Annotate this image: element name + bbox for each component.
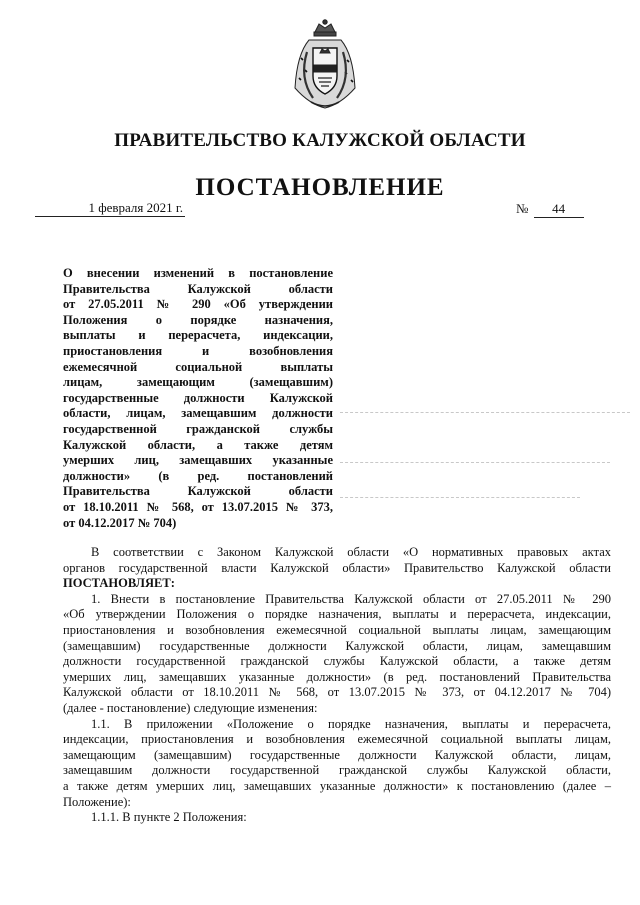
subject-line: ежемесячной социальной выплаты	[63, 359, 333, 374]
document-date	[35, 200, 185, 217]
body-line: Положение):	[63, 794, 131, 809]
subject-line: области, лицам, замещавшим должности	[63, 406, 333, 421]
subject-line: умерших лиц, замещавших указанные	[63, 453, 333, 468]
body-line: В соответствии с Законом Калужской области «О нормативных правовых актах	[91, 545, 611, 559]
body-line: замещающим (замещавшим) государственные должности Калужской области, лицам,	[63, 747, 611, 762]
government-title: ПРАВИТЕЛЬСТВО КАЛУЖСКОЙ ОБЛАСТИ	[114, 130, 526, 151]
body-line: должности государственной гражданской службы Калужской области, а также детям	[63, 654, 611, 669]
body-line: органов государственной власти Калужской области» Правительство Калужской области	[63, 560, 611, 575]
subject-line: от 27.05.2011 № 290 «Об утверждении	[63, 297, 333, 312]
scan-artifact-line	[340, 497, 580, 498]
subject-line: от 04.12.2017 № 704)	[63, 515, 177, 530]
body-line: Калужской области от 18.10.2011 № 568, от 13.07.2015 № 373, от 04.12.2017 № 704)	[63, 685, 611, 700]
body-line: а также детям умерших лиц, замещавших указанные должности» к постановлению (далее –	[63, 778, 611, 793]
subject-line: от 18.10.2011 № 568, от 13.07.2015 № 373,	[63, 499, 333, 514]
document-subject	[63, 266, 333, 531]
kaluga-coat-of-arms-emblem	[289, 18, 361, 114]
subject-line: государственной гражданской службы	[63, 421, 333, 436]
body-line: умерших лиц, замещавших указанные должности» (в ред. постановлений Правительства	[63, 669, 611, 684]
subject-line: О внесении изменений в постановление	[63, 266, 333, 280]
body-line: индексации, приостановления и возобновления ежемесячной социальной выплаты лицам,	[63, 732, 611, 747]
number-sign: №	[516, 201, 529, 216]
document-number	[516, 201, 584, 218]
subject-line: Калужской области, а также детям	[63, 437, 333, 452]
date-value: 1 февраля 2021 г.	[35, 200, 185, 217]
subject-line: Правительства Калужской области	[63, 484, 333, 499]
number-value: 44	[534, 201, 584, 218]
subject-line: выплаты и перерасчета, индексации,	[63, 328, 333, 343]
subject-line: должности» (в ред. постановлений	[63, 468, 333, 483]
body-line: замещавшим должности государственной гражданской службы Калужской области,	[63, 763, 611, 778]
scan-artifact-line	[340, 462, 610, 463]
body-line: 1. Внести в постановление Правительства Калужской области от 27.05.2011 № 290	[91, 591, 611, 606]
body-line: (далее - постановление) следующие изменения:	[63, 700, 318, 715]
subject-line: лицам, замещающим (замещавшим)	[63, 375, 333, 390]
body-line: приостановления и возобновления ежемесячной социальной выплаты лицам, замещающим	[63, 622, 611, 637]
body-line: 1.1. В приложении «Положение о порядке назначения, выплаты и перерасчета,	[91, 716, 611, 731]
subject-line: приостановления и возобновления	[63, 343, 333, 358]
scan-artifact-line	[340, 412, 630, 413]
document-type-title: ПОСТАНОВЛЕНИЕ	[195, 174, 445, 201]
subject-line: государственные должности Калужской	[63, 390, 333, 405]
subject-line: Положения о порядке назначения,	[63, 312, 333, 327]
decides-heading: ПОСТАНОВЛЯЕТ:	[63, 576, 175, 591]
body-line: «Об утверждении Положения о порядке назначения, выплаты и перерасчета, индексации,	[63, 607, 611, 622]
body-line: (замещавшим) государственные должности Калужской области, лицам, замещавшим	[63, 638, 611, 653]
document-body	[63, 545, 611, 826]
body-line: 1.1.1. В пункте 2 Положения:	[91, 810, 247, 825]
subject-line: Правительства Калужской области	[63, 281, 333, 296]
